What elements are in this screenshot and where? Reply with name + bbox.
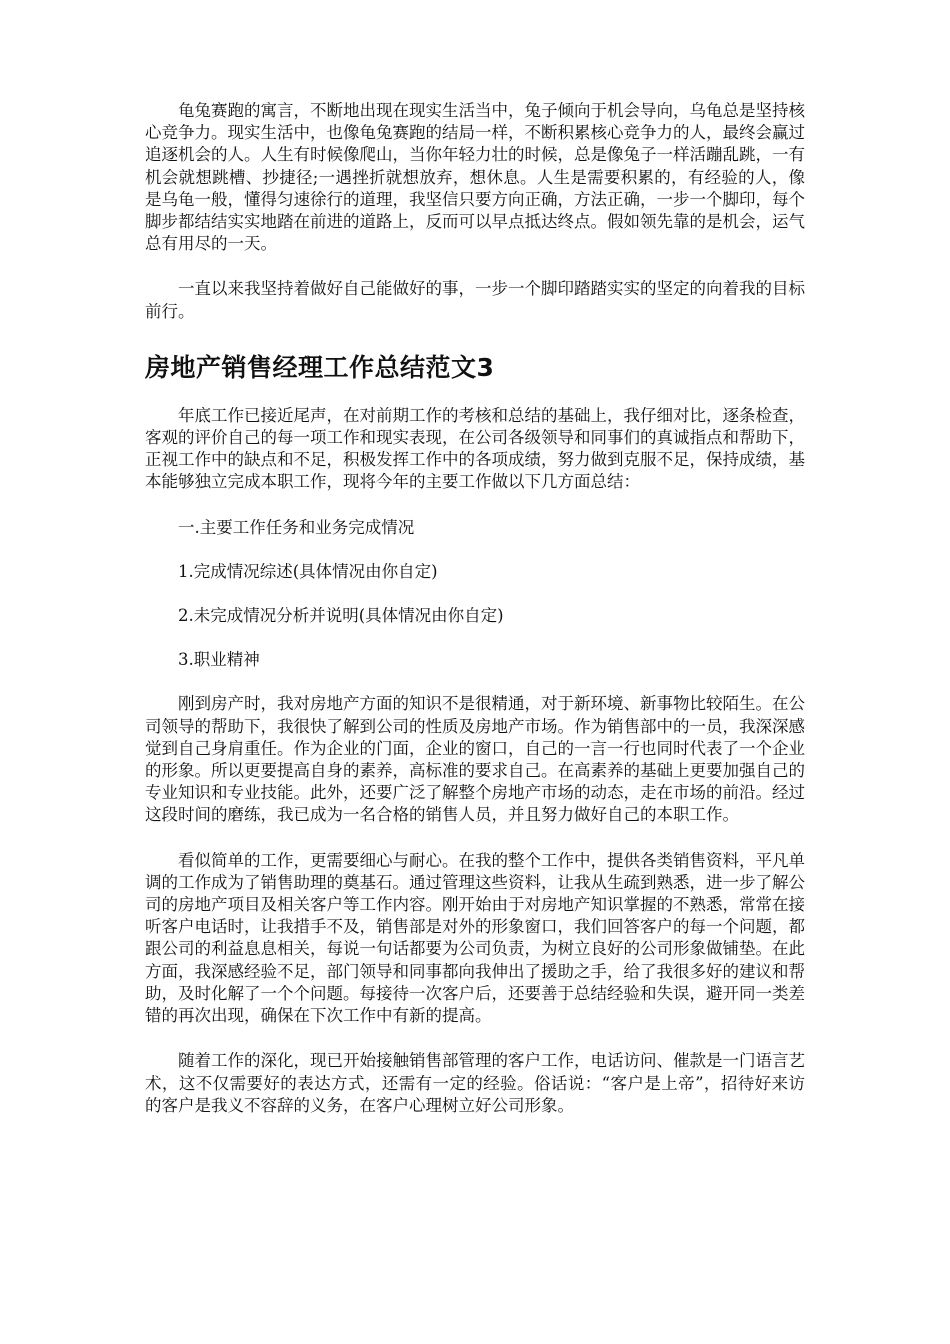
list-item-main-tasks: 一.主要工作任务和业务完成情况: [178, 517, 415, 537]
paragraph-customer-work: 随着工作的深化，现已开始接触销售部管理的客户工作，电话访问、催款是一门语言艺术，这不仅需要好的表达方式，还需有一定的经验。俗话说：“客户是上帝”，招待好来访的客户是我义不容辞的义务，在客户心理树立好公司形象。: [145, 1051, 805, 1115]
paragraph-tortoise-hare: 龟兔赛跑的寓言，不断地出现在现实生活当中，兔子倾向于机会导向，乌龟总是坚持核心竞争力。现实生活中，也像龟兔赛跑的结局一样，不断积累核心竞争力的人，最终会赢过追逐机会的人。人生有时候像爬山，当你年轻力壮的时候，总是像兔子一样活蹦乱跳，一有机会就想跳槽、抄捷径;一遇挫折就想放弃，想休息。人生是需要积累的，有经验的人，像是乌龟一般，懂得匀速徐行的道理，我坚信只要方向正确，方法正确，一步一个脚印，每个脚步都结结实实地踏在前进的道路上，反而可以早点抵达终点。假如领先靠的是机会，运气总有用尽的一天。: [145, 101, 805, 254]
list-item-completion-summary: 1.完成情况综述(具体情况由你自定): [178, 561, 438, 581]
section-title: 房地产销售经理工作总结范文3: [145, 352, 495, 382]
list-item-incomplete-analysis: 2.未完成情况分析并说明(具体情况由你自定): [178, 606, 504, 626]
list-item-professional-spirit: 3.职业精神: [178, 650, 260, 670]
paragraph-intro: 年底工作已接近尾声，在对前期工作的考核和总结的基础上，我仔细对比，逐条检查，客观的评价自己的每一项工作和现实表现，在公司各级领导和同事们的真诚指点和帮助下，正视工作中的缺点和不足，积极发挥工作中的各项成绩，努力做到克服不足，保持成绩，基本能够独立完成本职工作，现将今年的主要工作做以下几方面总结：: [145, 405, 805, 492]
paragraph-simple-work: 看似简单的工作，更需要细心与耐心。在我的整个工作中，提供各类销售资料，平凡单调的工作成为了销售助理的奠基石。通过管理这些资料，让我从生疏到熟悉，进一步了解公司的房地产项目及相关客户等工作内容。刚开始由于对房地产知识掌握的不熟悉，常常在接听客户电话时，让我措手不及，销售部是对外的形象窗口，我们回答客户的每一个问题，都跟公司的利益息息相关，每说一句话都要为公司负责，为树立良好的公司形象做铺垫。在此方面，我深感经验不足，部门领导和同事都向我伸出了援助之手，给了我很多好的建议和帮助，及时化解了一个个问题。每接待一次客户后，还要善于总结经验和失误，避开同一类差错的再次出现，确保在下次工作中有新的提高。: [145, 850, 805, 1026]
paragraph-new-to-realty: 刚到房产时，我对房地产方面的知识不是很精通，对于新环境、新事物比较陌生。在公司领导的帮助下，我很快了解到公司的性质及房地产市场。作为销售部中的一员，我深深感觉到自己身肩重任。作为企业的门面，企业的窗口，自己的一言一行也同时代表了一个企业的形象。所以更要提高自身的素养，高标准的要求自己。在高素养的基础上更要加强自己的专业知识和专业技能。此外，还要广泛了解整个房地产市场的动态，走在市场的前沿。经过这段时间的磨练，我已成为一名合格的销售人员，并且努力做好自己的本职工作。: [145, 694, 805, 825]
paragraph-step-by-step: 一直以来我坚持着做好自己能做好的事，一步一个脚印踏踏实实的坚定的向着我的目标前行。: [145, 279, 805, 321]
document-page: [145, 100, 805, 1140]
